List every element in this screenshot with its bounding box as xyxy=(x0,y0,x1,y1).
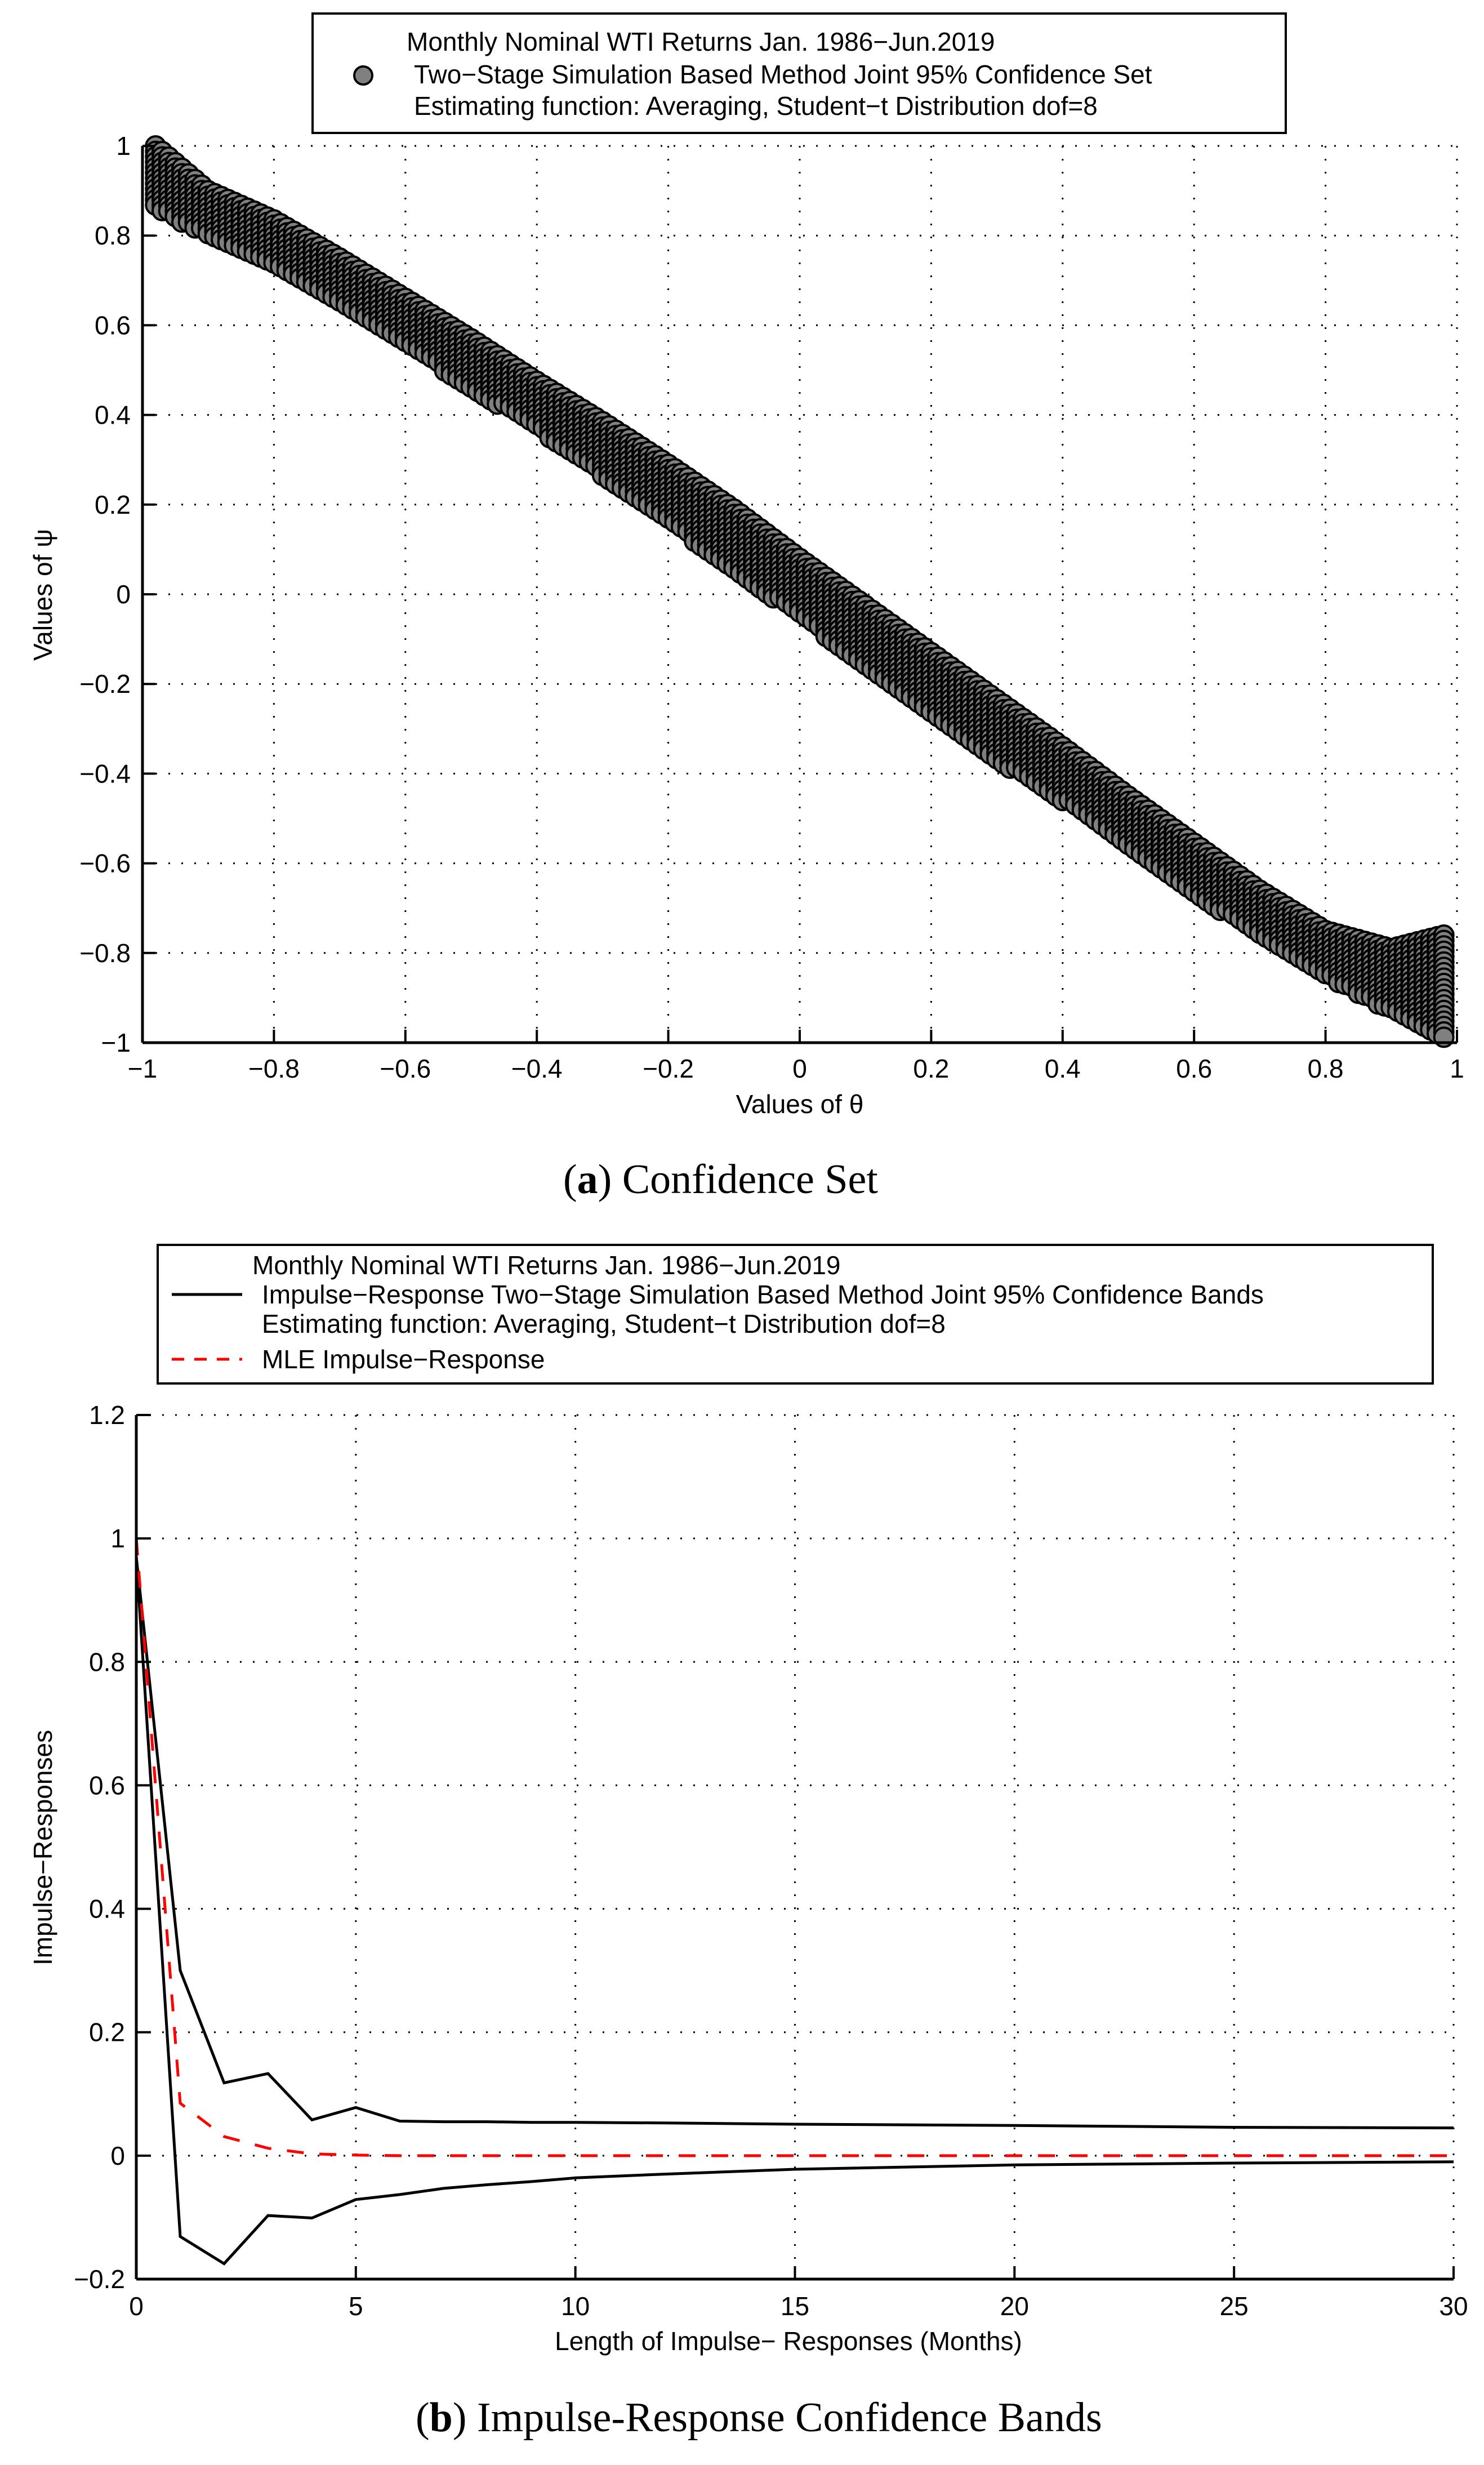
chart-a-x-tick: 0.4 xyxy=(1044,1054,1081,1083)
legend-b-title: Monthly Nominal WTI Returns Jan. 1986−Jun.2019 xyxy=(252,1251,841,1280)
chart-b-x-tick: 0 xyxy=(129,2292,144,2321)
chart-b-x-tick: 30 xyxy=(1439,2292,1468,2321)
series-line-0 xyxy=(136,1557,1454,2128)
chart-b-y-tick: 0.8 xyxy=(89,1647,125,1677)
chart-b-x-tick: 5 xyxy=(349,2292,363,2321)
chart-a-y-tick: −0.2 xyxy=(79,669,131,699)
caption-a-text: Confidence Set xyxy=(622,1156,878,1203)
chart-a-y-tick: 1 xyxy=(116,131,131,161)
chart-b-y-tick: 0 xyxy=(110,2141,125,2170)
chart-b-y-tick: 0.2 xyxy=(89,2017,125,2047)
chart-b-y-tick: 1 xyxy=(110,1524,125,1554)
caption-a-letter: a xyxy=(577,1156,598,1203)
chart-a-x-tick: 0 xyxy=(792,1054,807,1083)
chart-b-grid xyxy=(136,1415,1454,2279)
legend-a-estimating-function: Estimating function: Averaging, Student−t Distribution dof=8 xyxy=(414,91,1098,121)
chart-a-y-tick: 0.4 xyxy=(95,400,131,430)
chart-b-x-tick: 15 xyxy=(780,2292,810,2321)
caption-b-text: Impulse-Response Confidence Bands xyxy=(476,2395,1102,2441)
chart-a-y-tick: −0.4 xyxy=(79,759,131,789)
legend-b-mle-label: MLE Impulse−Response xyxy=(262,1345,545,1374)
caption-b: (b) Impulse-Response Confidence Bands xyxy=(416,2395,1102,2441)
chart-a-y-tick: 0 xyxy=(116,580,131,609)
legend-b-estimating-function: Estimating function: Averaging, Student−t Distribution dof=8 xyxy=(262,1309,946,1338)
chart-a-x-tick: 0.8 xyxy=(1307,1054,1344,1083)
legend-a-series-label: Two−Stage Simulation Based Method Joint 95% Confidence Set xyxy=(414,60,1152,89)
chart-a-x-tick: −0.8 xyxy=(248,1054,300,1083)
legend-b-bands-label: Impulse−Response Two−Stage Simulation Based Method Joint 95% Confidence Bands xyxy=(262,1280,1264,1309)
chart-a-y-tick: −1 xyxy=(101,1028,131,1057)
chart-b-tick-labels xyxy=(74,1400,1468,2321)
legend-a-marker-icon xyxy=(354,66,372,84)
chart-a-y-tick: −0.8 xyxy=(79,938,131,968)
chart-b-y-axis-label: Impulse−Responses xyxy=(28,1729,57,1966)
chart-b-y-tick: −0.2 xyxy=(74,2264,125,2294)
chart-b-x-tick: 20 xyxy=(1000,2292,1029,2321)
chart-b-x-axis-label: Length of Impulse− Responses (Months) xyxy=(555,2326,1022,2356)
chart-b-x-tick: 10 xyxy=(561,2292,590,2321)
chart-b-y-tick: 0.4 xyxy=(89,1894,125,1924)
series-line-1 xyxy=(136,1557,1454,2264)
caption-b-letter: b xyxy=(429,2395,453,2441)
chart-a-y-tick: 0.2 xyxy=(95,490,131,519)
chart-b-y-tick: 1.2 xyxy=(89,1400,125,1430)
caption-a: (a) Confidence Set xyxy=(563,1156,878,1203)
chart-a-x-axis-label: Values of θ xyxy=(736,1089,864,1119)
legend-a-title: Monthly Nominal WTI Returns Jan. 1986−Jun.2019 xyxy=(407,27,995,56)
chart-b-legend xyxy=(158,1245,1433,1383)
chart-a-legend xyxy=(313,14,1286,133)
chart-a-y-tick: 0.8 xyxy=(95,221,131,251)
chart-b-y-tick: 0.6 xyxy=(89,1770,125,1800)
chart-a-x-tick: −1 xyxy=(127,1054,158,1083)
chart-a-y-axis-label: Values of ψ xyxy=(28,529,57,661)
chart-a-confidence-set-markers xyxy=(146,136,1453,1047)
chart-a-x-tick: 1 xyxy=(1450,1054,1464,1083)
chart-b-x-tick: 25 xyxy=(1219,2292,1249,2321)
chart-a-x-tick: −0.2 xyxy=(643,1054,694,1083)
chart-a-x-tick: −0.6 xyxy=(380,1054,431,1083)
chart-a-x-tick: 0.6 xyxy=(1176,1054,1213,1083)
chart-a-y-tick: 0.6 xyxy=(95,310,131,340)
chart-a-x-tick: −0.4 xyxy=(511,1054,563,1083)
chart-a-y-tick: −0.6 xyxy=(79,848,131,878)
chart-a-x-tick: 0.2 xyxy=(913,1054,950,1083)
